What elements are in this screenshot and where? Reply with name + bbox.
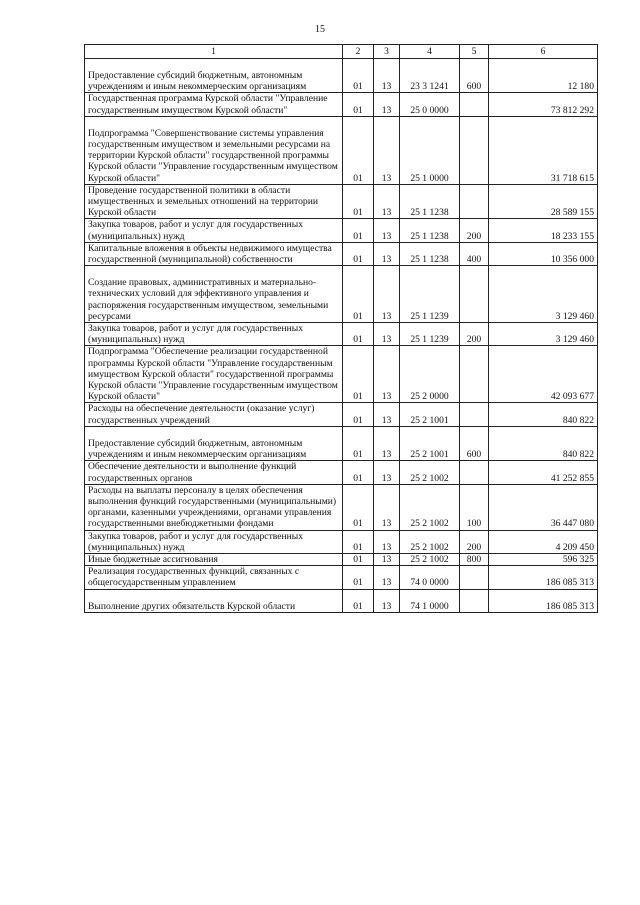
header-col-5: 5: [460, 45, 489, 59]
table-row: [85, 484, 598, 530]
row-expense-type-cell: 800: [460, 553, 489, 565]
row-expense-type-cell: 600: [460, 59, 489, 93]
row-expense-type-cell: [460, 266, 489, 323]
row-target-article-cell: 74 0 0000: [400, 566, 460, 589]
row-target-article-cell: 25 0 0000: [400, 93, 460, 116]
table-row: [85, 59, 598, 93]
header-col-6: 6: [489, 45, 598, 59]
row-target-article-cell: 25 2 1002: [400, 484, 460, 530]
table-row: [85, 242, 598, 265]
row-subsection-cell: 13: [374, 530, 400, 553]
table-row: [85, 184, 598, 219]
row-name-cell: Предоставление субсидий бюджетным, автономным учреждениям и иным некоммерческим организациям: [85, 426, 343, 460]
row-name-cell: Выполнение других обязательств Курской области: [85, 589, 343, 612]
row-subsection-cell: 13: [374, 323, 400, 346]
header-col-3: 3: [374, 45, 400, 59]
row-target-article-cell: 25 2 1002: [400, 461, 460, 484]
row-section-cell: 01: [343, 242, 374, 265]
row-expense-type-cell: 100: [460, 484, 489, 530]
row-section-cell: 01: [343, 484, 374, 530]
table-row: [85, 93, 598, 116]
row-subsection-cell: 13: [374, 403, 400, 426]
row-target-article-cell: 25 1 1239: [400, 323, 460, 346]
row-name-cell: Иные бюджетные ассигнования: [85, 553, 343, 565]
row-section-cell: 01: [343, 403, 374, 426]
row-target-article-cell: 25 1 1238: [400, 184, 460, 219]
row-expense-type-cell: 200: [460, 530, 489, 553]
row-section-cell: 01: [343, 553, 374, 565]
table-row: [85, 530, 598, 553]
table-row: [85, 553, 598, 565]
table-row: [85, 346, 598, 403]
row-amount-cell: 36 447 080: [489, 484, 598, 530]
row-subsection-cell: 13: [374, 266, 400, 323]
header-col-4: 4: [400, 45, 460, 59]
row-subsection-cell: 13: [374, 219, 400, 242]
table-row: [85, 116, 598, 184]
row-amount-cell: 3 129 460: [489, 266, 598, 323]
row-expense-type-cell: [460, 566, 489, 589]
row-amount-cell: 12 180: [489, 59, 598, 93]
row-expense-type-cell: [460, 589, 489, 612]
row-amount-cell: 186 085 313: [489, 589, 598, 612]
table-row: [85, 461, 598, 484]
row-name-cell: Обеспечение деятельности и выполнение функций государственных органов: [85, 461, 343, 484]
row-target-article-cell: 25 2 0000: [400, 346, 460, 403]
table-row: [85, 589, 598, 612]
row-expense-type-cell: 600: [460, 426, 489, 460]
row-name-cell: Предоставление субсидий бюджетным, автономным учреждениям и иным некоммерческим организациям: [85, 59, 343, 93]
row-target-article-cell: 25 2 1001: [400, 403, 460, 426]
row-subsection-cell: 13: [374, 426, 400, 460]
row-amount-cell: 42 093 677: [489, 346, 598, 403]
row-amount-cell: 840 822: [489, 426, 598, 460]
row-expense-type-cell: [460, 346, 489, 403]
header-col-1: 1: [85, 45, 343, 59]
row-target-article-cell: 25 1 1238: [400, 242, 460, 265]
row-target-article-cell: 25 1 1238: [400, 219, 460, 242]
row-target-article-cell: 25 2 1002: [400, 530, 460, 553]
row-expense-type-cell: [460, 184, 489, 219]
budget-table: [84, 44, 598, 613]
row-target-article-cell: 25 1 1239: [400, 266, 460, 323]
table-row: [85, 266, 598, 323]
header-col-2: 2: [343, 45, 374, 59]
row-amount-cell: 31 718 615: [489, 116, 598, 184]
row-expense-type-cell: [460, 93, 489, 116]
row-name-cell: Расходы на обеспечение деятельности (оказание услуг) государственных учреждений: [85, 403, 343, 426]
row-section-cell: 01: [343, 116, 374, 184]
row-section-cell: 01: [343, 566, 374, 589]
row-subsection-cell: 13: [374, 116, 400, 184]
row-amount-cell: 10 356 000: [489, 242, 598, 265]
row-target-article-cell: 25 2 1001: [400, 426, 460, 460]
row-name-cell: Подпрограмма "Обеспечение реализации государственной программы Курской области "Управление государственным имуществом Курской области" государственной программы Курской области "Управление государственным имуществом Курской области": [85, 346, 343, 403]
row-target-article-cell: 25 2 1002: [400, 553, 460, 565]
row-name-cell: Расходы на выплаты персоналу в целях обеспечения выполнения функций государственными (муниципальными) органами, казенными учреждениями, органами управления государственными внебюджетными фондами: [85, 484, 343, 530]
table-row: [85, 403, 598, 426]
row-target-article-cell: 74 1 0000: [400, 589, 460, 612]
row-name-cell: Закупка товаров, работ и услуг для государственных (муниципальных) нужд: [85, 530, 343, 553]
row-amount-cell: 28 589 155: [489, 184, 598, 219]
row-section-cell: 01: [343, 59, 374, 93]
row-expense-type-cell: [460, 116, 489, 184]
row-subsection-cell: 13: [374, 346, 400, 403]
table-row: [85, 323, 598, 346]
row-name-cell: Реализация государственных функций, связанных с общегосударственным управлением: [85, 566, 343, 589]
row-section-cell: 01: [343, 426, 374, 460]
table-row: [85, 566, 598, 589]
header-row: [85, 45, 598, 59]
row-amount-cell: 186 085 313: [489, 566, 598, 589]
row-subsection-cell: 13: [374, 184, 400, 219]
row-section-cell: 01: [343, 589, 374, 612]
row-subsection-cell: 13: [374, 484, 400, 530]
row-target-article-cell: 25 1 0000: [400, 116, 460, 184]
row-amount-cell: 840 822: [489, 403, 598, 426]
row-section-cell: 01: [343, 346, 374, 403]
row-amount-cell: 3 129 460: [489, 323, 598, 346]
row-expense-type-cell: [460, 403, 489, 426]
row-amount-cell: 596 325: [489, 553, 598, 565]
row-subsection-cell: 13: [374, 566, 400, 589]
table-row: [85, 426, 598, 460]
row-section-cell: 01: [343, 266, 374, 323]
row-section-cell: 01: [343, 530, 374, 553]
row-section-cell: 01: [343, 461, 374, 484]
row-subsection-cell: 13: [374, 553, 400, 565]
row-amount-cell: 73 812 292: [489, 93, 598, 116]
row-subsection-cell: 13: [374, 59, 400, 93]
row-section-cell: 01: [343, 93, 374, 116]
page-number: 15: [315, 24, 325, 35]
row-subsection-cell: 13: [374, 589, 400, 612]
row-expense-type-cell: [460, 461, 489, 484]
row-expense-type-cell: 200: [460, 219, 489, 242]
row-expense-type-cell: 200: [460, 323, 489, 346]
row-subsection-cell: 13: [374, 93, 400, 116]
row-name-cell: Капитальные вложения в объекты недвижимого имущества государственной (муниципальной) собственности: [85, 242, 343, 265]
row-section-cell: 01: [343, 184, 374, 219]
row-target-article-cell: 23 3 1241: [400, 59, 460, 93]
row-name-cell: Подпрограмма "Совершенствование системы управления государственным имуществом и земельными ресурсами на территории Курской области" государственной программы Курской области "Управление государственным имуществом Курской области": [85, 116, 343, 184]
row-name-cell: Создание правовых, административных и материально-технических условий для эффективного управления и распоряжения государственным имуществом, земельными ресурсами: [85, 266, 343, 323]
row-amount-cell: 18 233 155: [489, 219, 598, 242]
row-amount-cell: 41 252 855: [489, 461, 598, 484]
row-name-cell: Закупка товаров, работ и услуг для государственных (муниципальных) нужд: [85, 323, 343, 346]
row-subsection-cell: 13: [374, 242, 400, 265]
row-section-cell: 01: [343, 219, 374, 242]
row-name-cell: Закупка товаров, работ и услуг для государственных (муниципальных) нужд: [85, 219, 343, 242]
row-expense-type-cell: 400: [460, 242, 489, 265]
row-section-cell: 01: [343, 323, 374, 346]
row-subsection-cell: 13: [374, 461, 400, 484]
row-amount-cell: 4 209 450: [489, 530, 598, 553]
table-row: [85, 219, 598, 242]
row-name-cell: Государственная программа Курской области "Управление государственным имуществом Курской области": [85, 93, 343, 116]
row-name-cell: Проведение государственной политики в области имущественных и земельных отношений на территории Курской области: [85, 184, 343, 219]
